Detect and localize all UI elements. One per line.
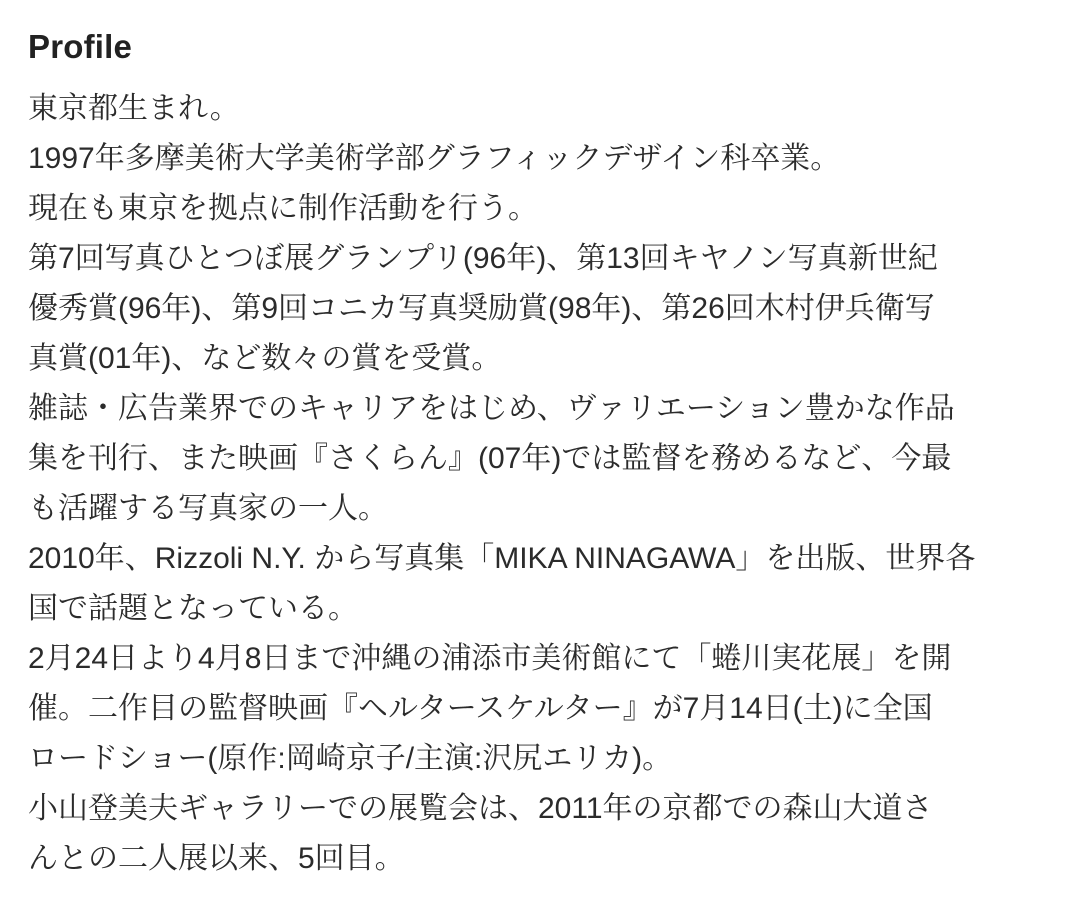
profile-heading: Profile: [28, 28, 133, 65]
profile-text-line: ロードショー(原作:岡崎京子/主演:沢尻エリカ)。: [28, 742, 673, 775]
profile-text-line: 真賞(01年)、など数々の賞を受賞。: [28, 342, 502, 375]
profile-text-line: 優秀賞(96年)、第9回コニカ写真奨励賞(98年)、第26回木村伊兵衛写: [28, 292, 935, 325]
profile-text-line: 催。二作目の監督映画『ヘルタースケルター』が7月14日(土)に全国: [28, 692, 933, 725]
profile-text-line: んとの二人展以来、5回目。: [28, 842, 405, 875]
profile-text-line: 現在も東京を拠点に制作活動を行う。: [28, 192, 538, 225]
profile-text-line: 小山登美夫ギャラリーでの展覧会は、2011年の京都での森山大道さ: [28, 792, 933, 825]
profile-text-line: 東京都生まれ。: [28, 92, 240, 125]
profile-text-line: 集を刊行、また映画『さくらん』(07年)では監督を務めるなど、今最: [28, 442, 952, 475]
profile-text-line: 2月24日より4月8日まで沖縄の浦添市美術館にて「蜷川実花展」を開: [28, 642, 952, 675]
profile-text-line: 第7回写真ひとつぼ展グランプリ(96年)、第13回キヤノン写真新世紀: [28, 242, 938, 275]
profile-text-line: も活躍する写真家の一人。: [28, 492, 388, 525]
profile-text-line: 2010年、Rizzoli N.Y. から写真集「MIKA NINAGAWA」を出版、世界各: [28, 542, 976, 575]
profile-text-block: [28, 84, 1054, 884]
profile-text-line: 1997年多摩美術大学美術学部グラフィックデザイン科卒業。: [28, 142, 841, 175]
profile-text-line: 国で話題となっている。: [28, 592, 358, 625]
profile-text-line: 雑誌・広告業界でのキャリアをはじめ、ヴァリエーション豊かな作品: [28, 392, 955, 425]
